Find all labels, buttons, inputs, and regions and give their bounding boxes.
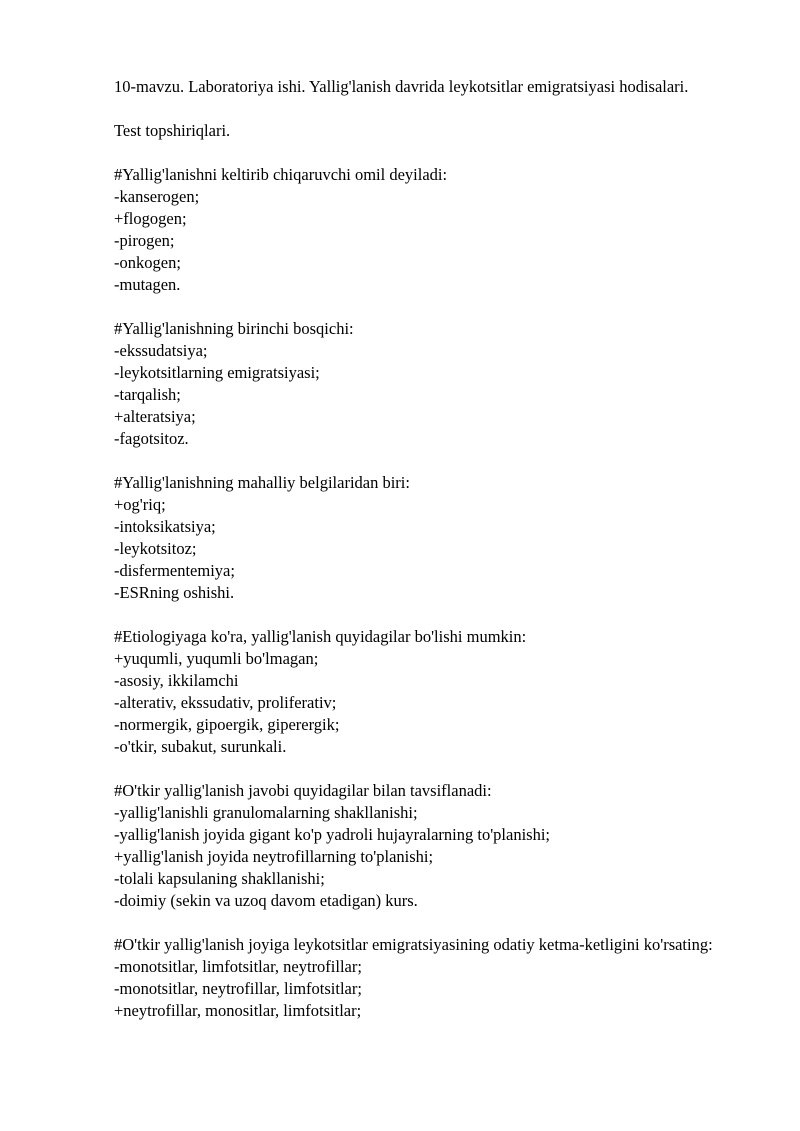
- answer-option: -yallig'lanish joyida gigant ko'p yadroli hujayralarning to'planishi;: [114, 825, 551, 844]
- answer-option: -tarqalish;: [114, 385, 181, 404]
- section-heading: Test topshiriqlari.: [114, 121, 231, 140]
- answer-option: -ESRning oshishi.: [114, 583, 235, 602]
- document-title-block: [114, 76, 734, 98]
- answer-option: -mutagen.: [114, 275, 181, 294]
- answer-option: -leykotsitoz;: [114, 539, 197, 558]
- question-block-4: [114, 626, 734, 758]
- question-text: #Yallig'lanishni keltirib chiqaruvchi omil deyiladi:: [114, 165, 448, 184]
- document-title: 10-mavzu. Laboratoriya ishi. Yallig'lanish davrida leykotsitlar emigratsiyasi hodisalari.: [114, 77, 689, 96]
- answer-option: -fagotsitoz.: [114, 429, 189, 448]
- answer-option: -ekssudatsiya;: [114, 341, 208, 360]
- answer-option: -onkogen;: [114, 253, 181, 272]
- answer-option: -pirogen;: [114, 231, 175, 250]
- answer-option: -normergik, gipoergik, giperergik;: [114, 715, 340, 734]
- answer-option: -o'tkir, subakut, surunkali.: [114, 737, 287, 756]
- answer-option: -yallig'lanishli granulomalarning shakllanishi;: [114, 803, 418, 822]
- question-text: #Etiologiyaga ko'ra, yallig'lanish quyidagilar bo'lishi mumkin:: [114, 627, 527, 646]
- document-body: [114, 76, 734, 1022]
- answer-option: +yuqumli, yuqumli bo'lmagan;: [114, 649, 319, 668]
- answer-option: +og'riq;: [114, 495, 166, 514]
- answer-option: -monotsitlar, neytrofillar, limfotsitlar;: [114, 979, 362, 998]
- answer-option: -disfermentemiya;: [114, 561, 235, 580]
- answer-option: -monotsitlar, limfotsitlar, neytrofillar;: [114, 957, 362, 976]
- answer-option: +alteratsiya;: [114, 407, 196, 426]
- question-block-3: [114, 472, 734, 604]
- question-block-2: [114, 318, 734, 450]
- question-block-5: [114, 780, 734, 912]
- answer-option: +yallig'lanish joyida neytrofillarning to'planishi;: [114, 847, 434, 866]
- question-block-6: [114, 934, 734, 1022]
- question-text: #O'tkir yallig'lanish javobi quyidagilar bilan tavsiflanadi:: [114, 781, 492, 800]
- answer-option: -doimiy (sekin va uzoq davom etadigan) kurs.: [114, 891, 418, 910]
- answer-option: -intoksikatsiya;: [114, 517, 216, 536]
- answer-option: -leykotsitlarning emigratsiyasi;: [114, 363, 320, 382]
- answer-option: +neytrofillar, monositlar, limfotsitlar;: [114, 1001, 362, 1020]
- answer-option: +flogogen;: [114, 209, 187, 228]
- question-text: #Yallig'lanishning mahalliy belgilaridan biri:: [114, 473, 410, 492]
- question-text: #Yallig'lanishning birinchi bosqichi:: [114, 319, 354, 338]
- section-heading-block: [114, 120, 734, 142]
- question-text: #O'tkir yallig'lanish joyiga leykotsitlar emigratsiyasining odatiy ketma-ketligini ko'rsating:: [114, 935, 713, 954]
- answer-option: -asosiy, ikkilamchi: [114, 671, 239, 690]
- answer-option: -alterativ, ekssudativ, proliferativ;: [114, 693, 337, 712]
- answer-option: -kanserogen;: [114, 187, 200, 206]
- answer-option: -tolali kapsulaning shakllanishi;: [114, 869, 325, 888]
- question-block-1: [114, 164, 734, 296]
